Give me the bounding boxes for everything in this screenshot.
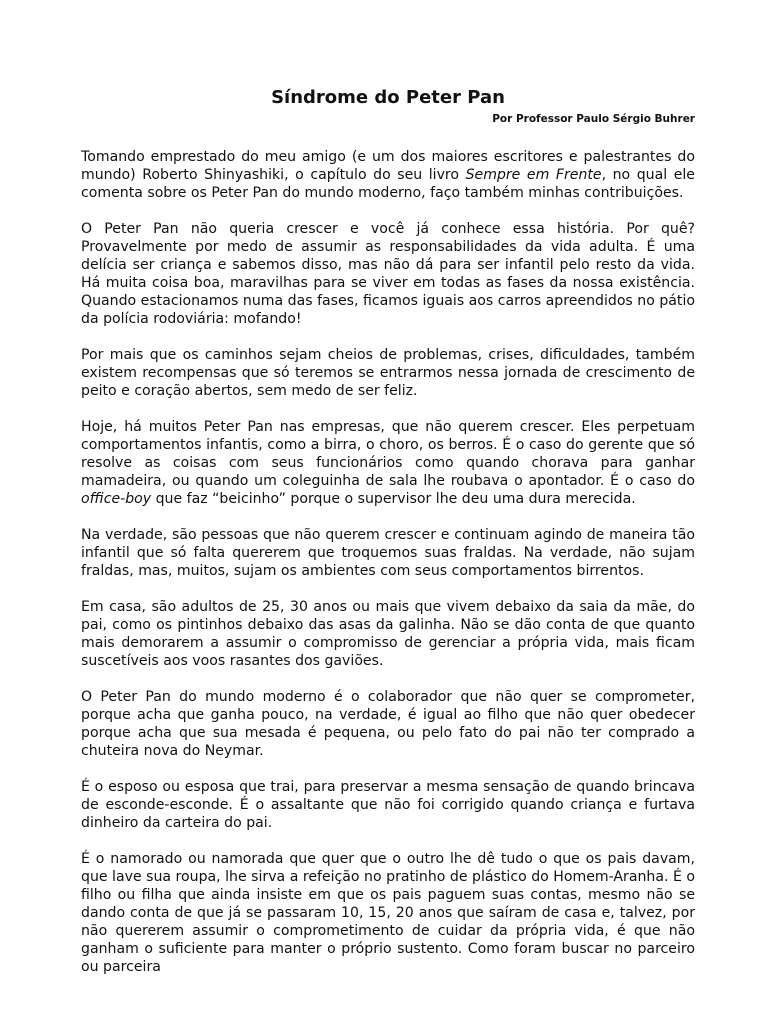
paragraph-4-text-a: Hoje, há muitos Peter Pan nas empresas, que não querem crescer. Eles perpetuam comportamentos infantis, como a birra, o choro, os berros. É o caso do gerente que só resolve as coisas com seus funcionários como quando chorava para ganhar mamadeira, ou quando um coleguinha de sala lhe roubava o apontador. É o caso do [81,419,695,489]
paragraph-1-text-a: Tomando emprestado do meu amigo (e um dos maiores escritores e palestrantes do mundo) Roberto Shinyashiki, o capítulo do seu livro [81,149,695,183]
paragraph-3: Por mais que os caminhos sejam cheios de problemas, crises, dificuldades, também existem recompensas que só teremos se entrarmos nessa jornada de crescimento de peito e coração abertos, sem medo de ser feliz. [81,347,695,399]
paragraph-7: O Peter Pan do mundo moderno é o colaborador que não quer se comprometer, porque acha que ganha pouco, na verdade, é igual ao filho que não quer obedecer porque acha que sua mesada é pequena, ou pelo fato do pai não ter comprado a chuteira nova do Neymar. [81,689,695,759]
paragraph-9: É o namorado ou namorada que quer que o outro lhe dê tudo o que os pais davam, que lave sua roupa, lhe sirva a refeição no pratinho de plástico do Homem-Aranha. É o filho ou filha que ainda insiste em que os pais paguem suas contas, mesmo não se dando conta de que já se passaram 10, 15, 20 anos que saíram de casa e, talvez, por não quererem assumir o comprometimento de cuidar da própria vida, é que não ganham o suficiente para manter o próprio sustento. Como foram buscar no parceiro ou parceira [81,851,695,975]
document-title: Síndrome do Peter Pan [271,87,505,108]
document-page [81,86,695,976]
paragraph-5: Na verdade, são pessoas que não querem crescer e continuam agindo de maneira tão infantil que só falta quererem que troquemos suas fraldas. Na verdade, não sujam fraldas, mas, muitos, sujam os ambientes com seus comportamentos birrentos. [81,527,695,579]
office-boy-term: office-boy [81,491,152,507]
paragraph-1 [81,148,695,202]
author-line: Por Professor Paulo Sérgio Buhrer [492,113,695,125]
book-title: Sempre em Frente [465,167,602,183]
paragraph-6: Em casa, são adultos de 25, 30 anos ou mais que vivem debaixo da saia da mãe, do pai, como os pintinhos debaixo das asas da galinha. Não se dão conta de que quanto mais demorarem a assumir o compromisso de gerenciar a própria vida, mais ficam suscetíveis aos voos rasantes dos gaviões. [81,599,695,669]
paragraph-4-text-b: que faz “beicinho” porque o supervisor lhe deu uma dura merecida. [151,491,636,507]
paragraph-2: O Peter Pan não queria crescer e você já conhece essa história. Por quê? Provavelmente por medo de assumir as responsabilidades da vida adulta. É uma delícia ser criança e sabemos disso, mas não dá para ser infantil pelo resto da vida. Há muita coisa boa, maravilhas para se viver em todas as fases da nossa existência. Quando estacionamos numa das fases, ficamos iguais aos carros apreendidos no pátio da polícia rodoviária: mofando! [81,221,695,327]
paragraph-1-text-b: , no qual ele comenta sobre os Peter Pan do mundo moderno, faço também minhas contribuições. [81,167,695,201]
paragraph-8: É o esposo ou esposa que trai, para preservar a mesma sensação de quando brincava de esconde-esconde. É o assaltante que não foi corrigido quando criança e furtava dinheiro da carteira do pai. [81,779,695,831]
paragraph-4 [81,418,695,508]
